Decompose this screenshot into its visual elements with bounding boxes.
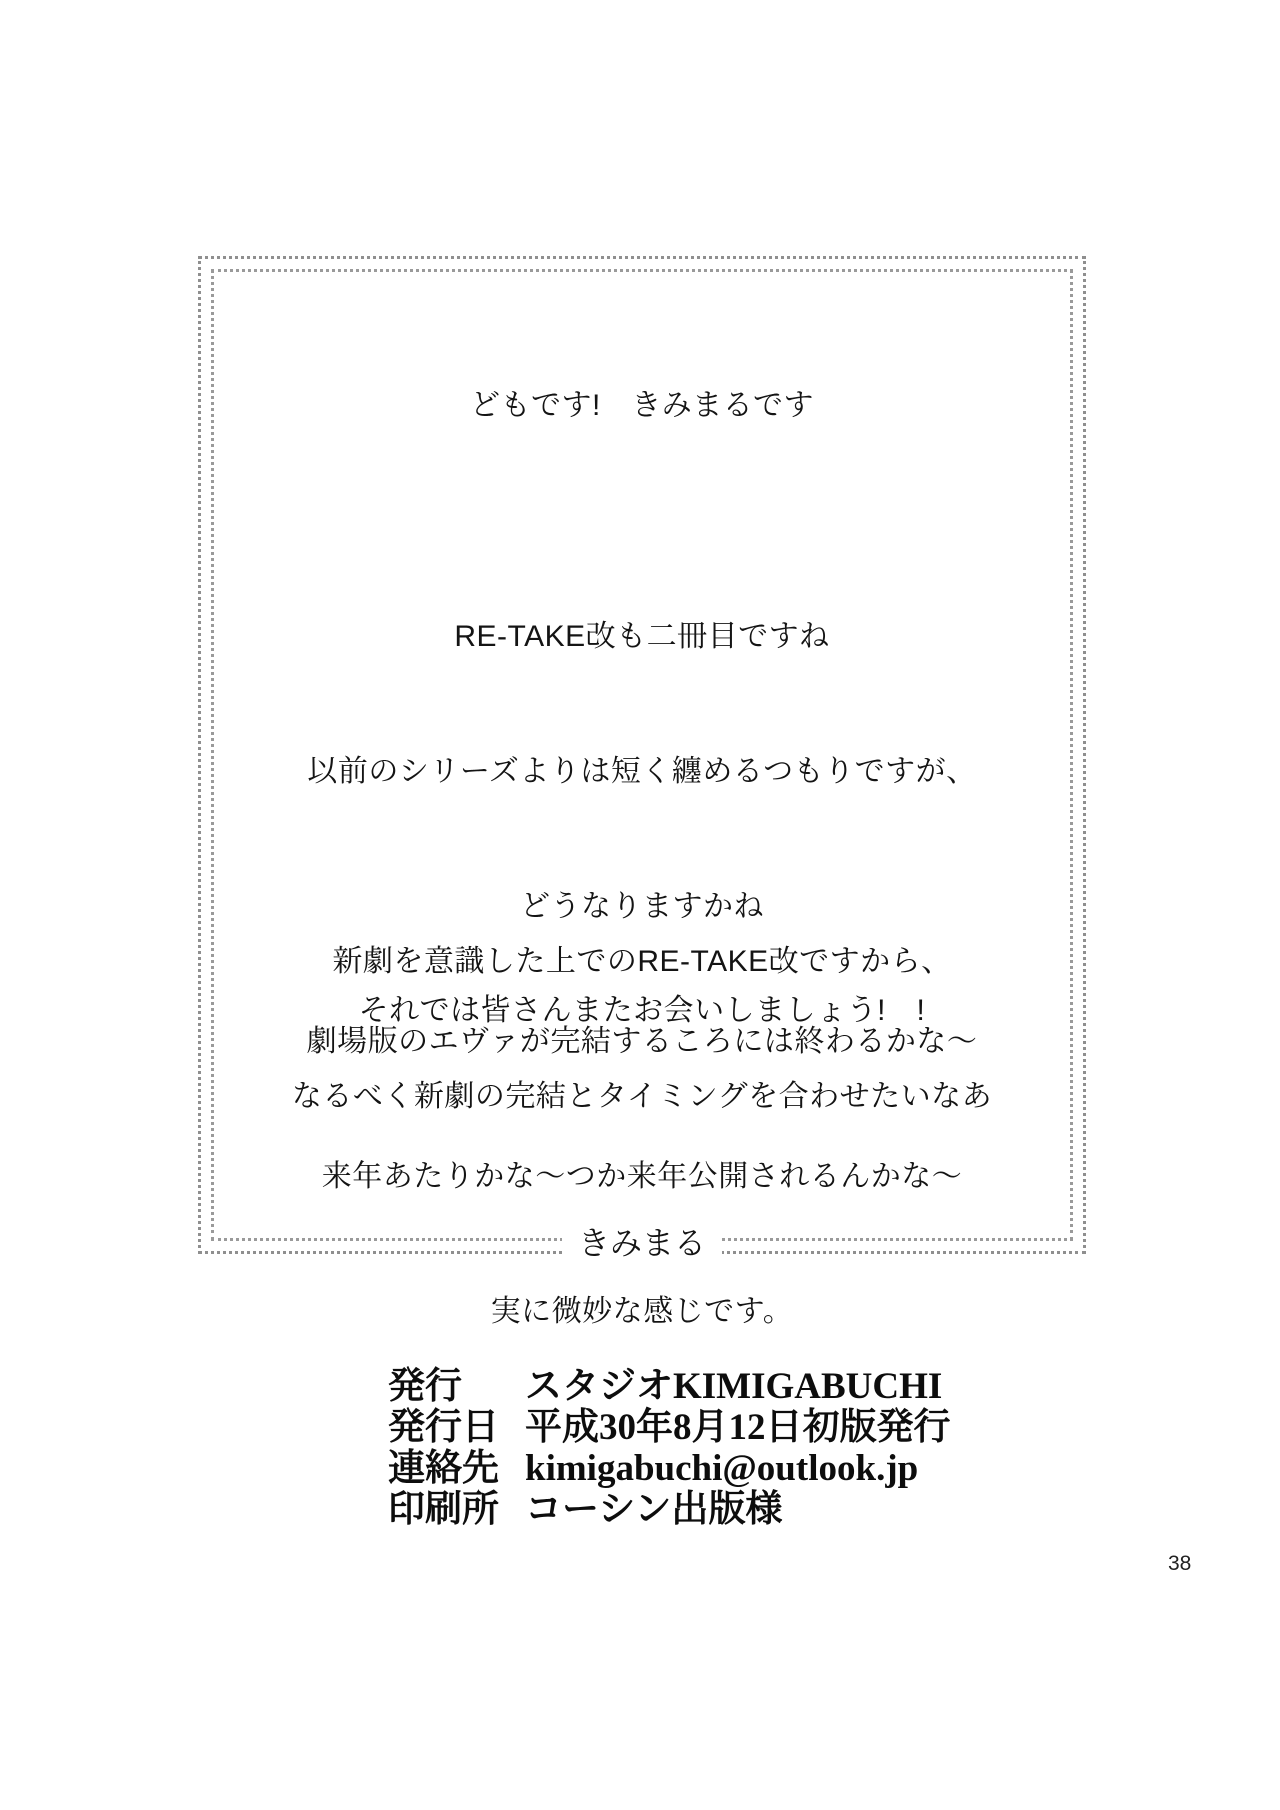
colophon-label: 印刷所 xyxy=(388,1489,499,1530)
afterword-line: なるべく新劇の完結とタイミングを合わせたいなあ xyxy=(291,1080,993,1113)
afterword-line: RE-TAKE改も二冊目ですね xyxy=(454,620,830,653)
afterword-line: 実に微妙な感じです。 xyxy=(490,1295,794,1328)
greeting-line: どもです! きみまるです xyxy=(469,389,815,422)
colophon-value: 平成30年8月12日初版発行 xyxy=(525,1407,951,1448)
afterword-line: 新劇を意識した上でのRE-TAKE改ですから、 xyxy=(332,945,952,978)
signature-row xyxy=(198,1224,1086,1262)
colophon-row-printer xyxy=(388,1489,951,1530)
colophon-row-publisher xyxy=(388,1366,951,1407)
afterword-line: 劇場版のエヴァが完結するころには終わるかな～ xyxy=(306,1025,978,1058)
closing-line: それでは皆さんまたお会いしましょう! ! xyxy=(358,994,926,1027)
colophon-value: コーシン出版様 xyxy=(525,1489,783,1530)
colophon-value: スタジオKIMIGABUCHI xyxy=(525,1366,943,1407)
afterword-line: どうなりますかね xyxy=(520,890,764,923)
colophon-row-publish-date xyxy=(388,1407,951,1448)
colophon-label: 発行日 xyxy=(388,1407,499,1448)
afterword-line: 以前のシリーズよりは短く纏めるつもりですが、 xyxy=(307,755,977,788)
colophon-value: kimigabuchi@outlook.jp xyxy=(525,1448,919,1489)
author-signature: きみまる xyxy=(562,1224,722,1262)
afterword-line: 来年あたりかな～つか来年公開されるんかな～ xyxy=(321,1160,963,1193)
colophon-label: 発行 xyxy=(388,1366,462,1407)
page-number: 38 xyxy=(1168,1552,1192,1575)
colophon-row-contact xyxy=(388,1448,951,1489)
colophon xyxy=(388,1366,951,1530)
colophon-label: 連絡先 xyxy=(388,1448,499,1489)
